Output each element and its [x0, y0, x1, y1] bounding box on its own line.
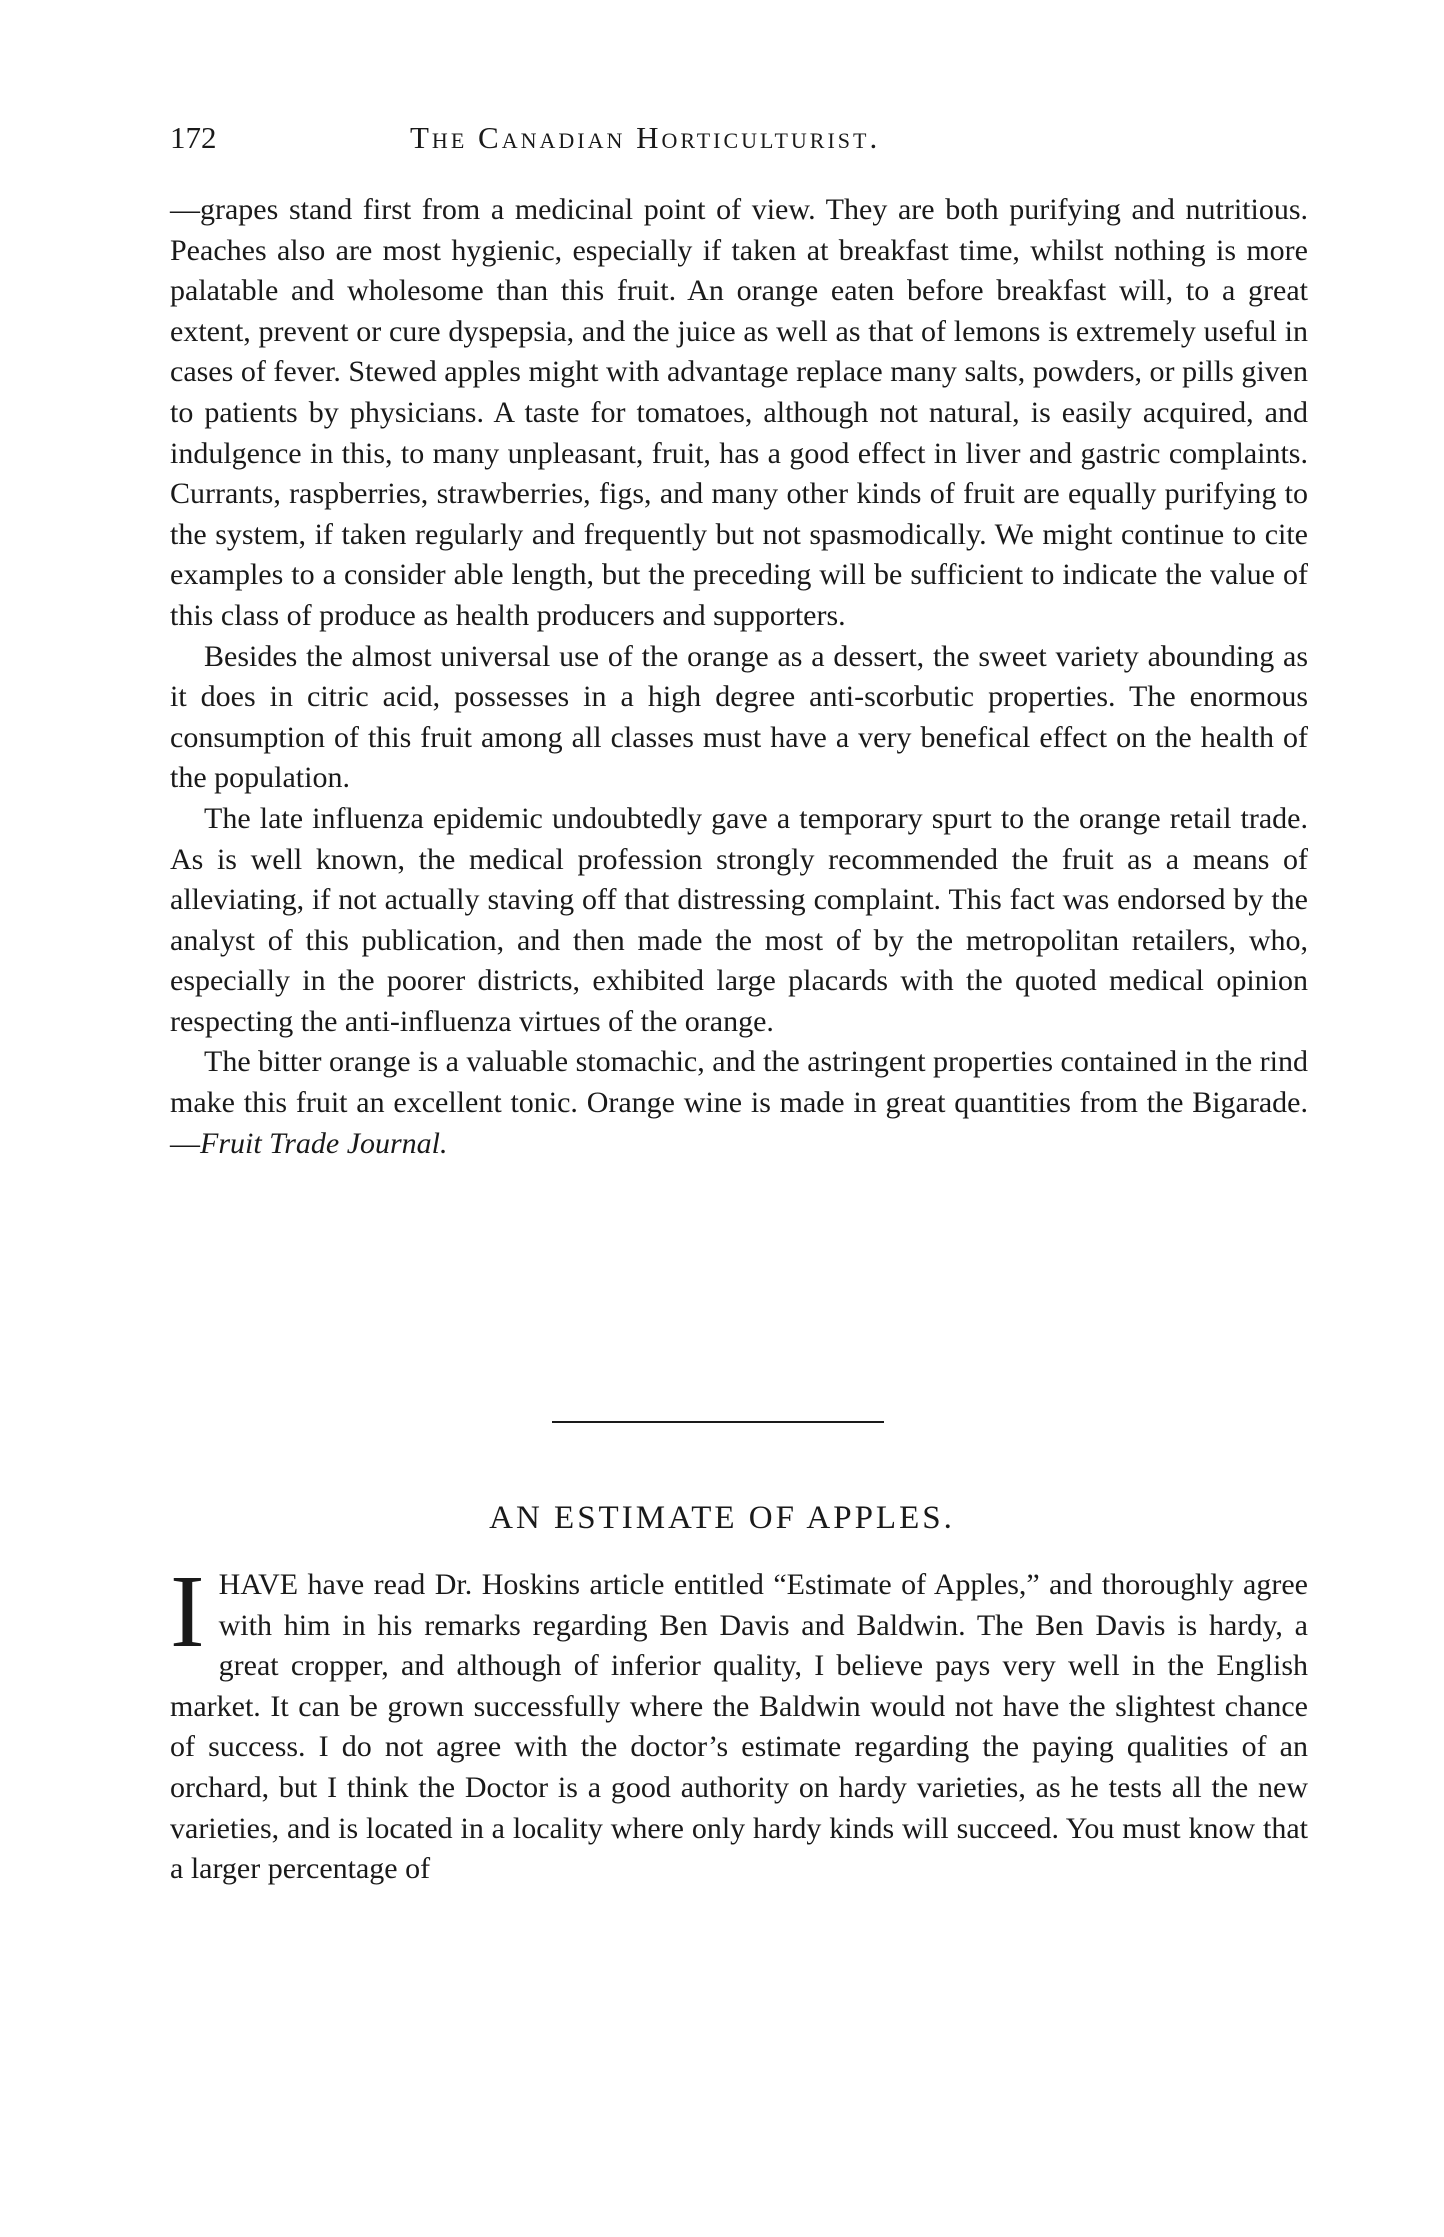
paragraph: Besides the almost universal use of the orange as a dessert, the sweet variety abounding as it does in citric acid, possesses in a high degree anti-scorbutic properties. The enormous consumption of this fruit among all classes must have a very benefical effect on the health of the population. — [170, 639, 1308, 795]
drop-cap: I — [170, 1554, 205, 1669]
source-citation: Fruit Trade Journal. — [200, 1126, 448, 1160]
paragraph: —grapes stand first from a medicinal point of view. They are both purifying and nutritious. Peaches also are most hygienic, especially if taken at breakfast time, whilst nothing is more palatable and wholesome than this fruit. An orange eaten before breakfast will, to a great extent, prevent or cure dyspepsia, and the juice as well as that of lemons is extremely useful in cases of fever. Stewed apples might with advantage replace many salts, powders, or pills given to patients by physicians. A taste for tomatoes, although not natural, is easily acquired, and indulgence in this, to many unpleasant, fruit, has a good effect in liver and gastric complaints. Currants, raspberries, strawberries, figs, and many other kinds of fruit are equally purifying to the system, if taken regularly and frequently but not spasmodically. We might continue to cite examples to a consider able length, but the preceding will be sufficient to indicate the value of this class of produce as health producers and supporters. — [170, 193, 1308, 632]
article-estimate-of-apples — [170, 1554, 1308, 1890]
article-title: AN ESTIMATE OF APPLES. — [489, 1500, 955, 1536]
page-number: 172 — [170, 120, 217, 155]
page-header — [170, 120, 1308, 164]
paragraph-text: HAVE have read Dr. Hoskins article entitled “Estimate of Apples,” and thoroughly agree with him in his remarks regarding Ben Davis and Baldwin. The Ben Davis is hardy, a great cropper, and although of inferior quality, I believe pays very well in the English market. It can be grown successfully where the Baldwin would not have the slightest chance of success. I do not agree with the doctor’s estimate regarding the paying qualities of an orchard, but I think the Doctor is a good authority on hardy varieties, as he tests all the new varieties, and is located in a locality where only hardy kinds will succeed. You must know that a larger percentage of — [170, 1568, 1308, 1886]
running-title: The Canadian Horticulturist. — [410, 120, 881, 155]
paragraph — [170, 1042, 1308, 1164]
paragraph-text: The bitter orange is a valuable stomachic, and the astringent properties contained in the rind make this fruit an excellent tonic. Orange wine is made in great quantities from the Bigarade.— — [170, 1045, 1308, 1160]
article-fruit-health — [170, 190, 1308, 1164]
paragraph: The late influenza epidemic undoubtedly gave a temporary spurt to the orange retail trade. As is well known, the medical profession strongly recommended the fruit as a means of alleviating, if not actually staving off that distressing complaint. This fact was endorsed by the analyst of this publication, and then made the most of by the metropolitan retailers, who, especially in the poorer districts, exhibited large placards with the quoted medical opinion respecting the anti-influenza virtues of the orange. — [170, 801, 1308, 1038]
paragraph — [170, 1554, 1308, 1890]
section-divider — [552, 1421, 884, 1423]
